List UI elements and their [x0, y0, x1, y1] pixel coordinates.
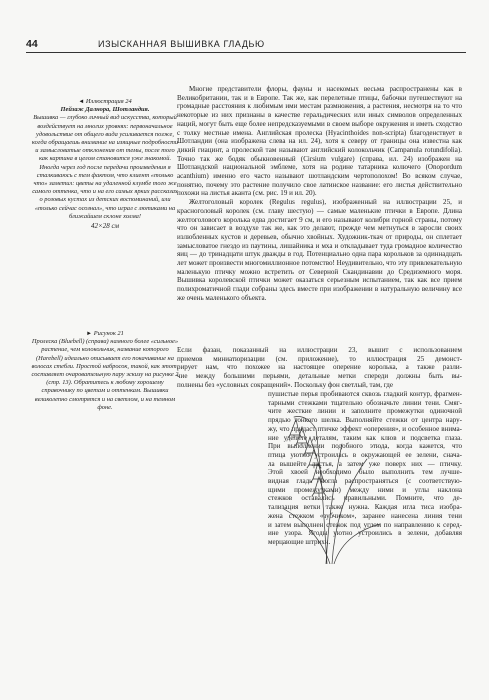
- caption-body: Вышивка — глубоко личный вид искусства, который воздействует на многих уровнях: первоначальное удовольствие от общего вида усиливается позже, когда обращаешь внимание на изящные подробности и замысловатые отклонения от темы, после того как картина в целом становится уже знакомой. Иногда через год после передачи произведения я сталкиваюсь с тем фактом, что клиент «только что» заметил: цветы на удаленной клумбе того же самого оттенка, что и на его самых ярких рассказах о розовых кустах из детских воспоминаний, или «только сейчас осознал», что играл с лютиками на ближайшем склоне холма!: [31, 114, 179, 220]
- running-title: ИЗЫСКАННАЯ ВЫШИВКА ГЛАДЬЮ: [98, 39, 265, 49]
- caption-label-text: Рисунок 21: [93, 330, 124, 337]
- page-header: [26, 38, 466, 54]
- text-line: При выполнении подобного этюда, когда кажется, что: [268, 442, 462, 451]
- paragraph: Многие представители флоры, фауны и насекомых весьма распространены как в Великобритании, так и в Европе. Так же, как перелетные птицы, бабочки путешествуют на громадные расстояния к любимым ими местам размножения, а растения, несмотря на то что некоторые из них признаны в качестве геральдических или иных символов определенных наций, могут быть еще более непредсказуемыми в своем выборе окружения и иметь сходство с толку местные имена. Английская пролеска (Hyacinthoides non-scripta) благоденствует в Шотландии (она изображена слева на ил. 24), хотя к северу от границы она известна как дикий гиацинт, а пролеской там называют английский колокольчик (Campanula rotundifolia). Точно так же бодяк обыкновенный (Cirsium vulgare) (справа, ил. 24) изображен на Шотландской национальной эмблеме, хотя на родине татарника колючего (Onopordum acanthium) именно его часто называют шотландским чертополохом! Во всяком случае, понятно, почему это растение получило свое латинское название: его листья действительно похожи на листья аканта (см. рис. 19 и ил. 20).: [177, 85, 462, 198]
- bluebell-stem: [316, 429, 327, 564]
- text-line: стежков оставались правильными. Помните, что де-: [268, 494, 462, 503]
- text-line: ла вышейте листья, а затем уже поверх них — птичку.: [268, 459, 462, 468]
- caption-label-text: Иллюстрация 24: [85, 98, 132, 105]
- text-line: птица уютно устроилась в окружающей ее зелени, снача-: [268, 450, 462, 459]
- text-line: и затем выполнен стежок под углом по направлению к серед-: [268, 520, 462, 529]
- text-line: видная гладь могла распространяться (с соответствую-: [268, 477, 462, 486]
- text-line: рирует нам, что похожее на настоящее оперение королька, а также разли-: [177, 363, 462, 372]
- caption-title: Пейзаж Далнора, Шотландия.: [60, 106, 150, 114]
- caption-body: [30, 338, 180, 412]
- text-line: мерцающие штрихи.: [268, 537, 331, 546]
- text-line: пушистые перья пробиваются сквозь гладкий контур, фрагмен-: [268, 390, 462, 398]
- text-line: приемов миниатюризации (см. приложение), то иллюстрация 25 демонст-: [177, 354, 462, 363]
- text-line: полнены без «условных сокращений». Поскольку фон светлый, там, где: [177, 380, 394, 389]
- main-text-column: [177, 85, 462, 303]
- caption-illustration-24: [30, 98, 180, 230]
- text-line: чите жесткие линии и заполните промежутки одиночной: [268, 407, 462, 416]
- text-line: жена стежком «зубчиком», заранее нанесена линия тени: [268, 511, 462, 520]
- header-rule: [26, 52, 466, 53]
- text-line: жу, что придаст птичке эффект «оперения», и особенное внима-: [268, 424, 462, 433]
- text-line: щими промежутками) между ними и углы наклона: [268, 485, 462, 494]
- text-line: прядью тонкого шелка. Выполняйте стежки от центра нару-: [268, 416, 462, 425]
- bell-flowers: [288, 419, 326, 496]
- paragraph: Желтоголовый королек (Regulus regulus), изображенный на иллюстрации 25, и красноголовый королек (см. главу шестую) — самые маленькие птички в Европе. Длина желтоголового королька едва достигает 9 см, и его называют колибри горной страны, потому что он зависает в воздухе так же, как это делают, прежде чем метнуться в заросли своих излюбленных кустов и деревьев, обычно хвойных. Художник-ткач от природы, он сплетает замысловатое гнездо из паутины, лишайника и мха и откладывает туда громадное количество яиц — до тринадцати штук дважды в год. Потенциально одна пара корольков за одиннадцать лет может произвести многомиллионное потомство! Неудивительно, что эту привлекательную маленькую птичку можно встретить от Северной Скандинавии до Средиземного моря. Вышивка королевской птички может оказаться серьезным испытанием, так как все прием полихроматичной глади собраны здесь вместе при изображении в натуральную величину все же очень маленького объекта.: [177, 198, 462, 302]
- caption-size: 42×28 см: [90, 222, 120, 231]
- text-line: ине узора. Ягоды уютно устроились в зелени, добавляя: [268, 529, 462, 538]
- text-line: чие между большими перьями, детальные метки спереди должны быть вы-: [177, 372, 462, 381]
- paragraph-full-lines: [177, 346, 462, 390]
- page-number: 44: [26, 38, 38, 50]
- caption-label: [30, 330, 180, 338]
- text-line: тализация ветки также нужна. Каждая игла тиса изобра-: [268, 503, 462, 512]
- text-line: Этой хвоей необходимо было выполнить тем лучше-: [268, 468, 462, 477]
- text-line: ние уделите деталям, таким как клюв и подсветка глаза.: [268, 433, 462, 442]
- triangle-right-icon: ►: [86, 331, 93, 337]
- caption-label: [30, 98, 180, 106]
- triangle-left-icon: ◄: [78, 99, 85, 105]
- text-line: Если фазан, показанный на иллюстрации 23, вышит с использованием: [177, 346, 462, 354]
- caption-title: Пролеска (Bluebell) (справа): [31, 338, 109, 346]
- bluebell-illustration: [272, 389, 382, 564]
- caption-text: намного более «сильное» растение, чем колокольчик, название которого (Harebell) идеально описывает его покачивание на волосах стебли. Простой набросок, такой, как этот, составляет очаровательную пару эскизу на рисунке 2 (стр. 13). Обратитесь к любому хорошему справочнику по цветам и оттенкам. Вышивки великолепно смотрятся и на светлом, и на темном фоне.: [31, 338, 179, 411]
- caption-figure-21: [30, 330, 180, 412]
- text-line: тарными стежками тщательно обозначьте линии тени. Смяг-: [268, 398, 462, 407]
